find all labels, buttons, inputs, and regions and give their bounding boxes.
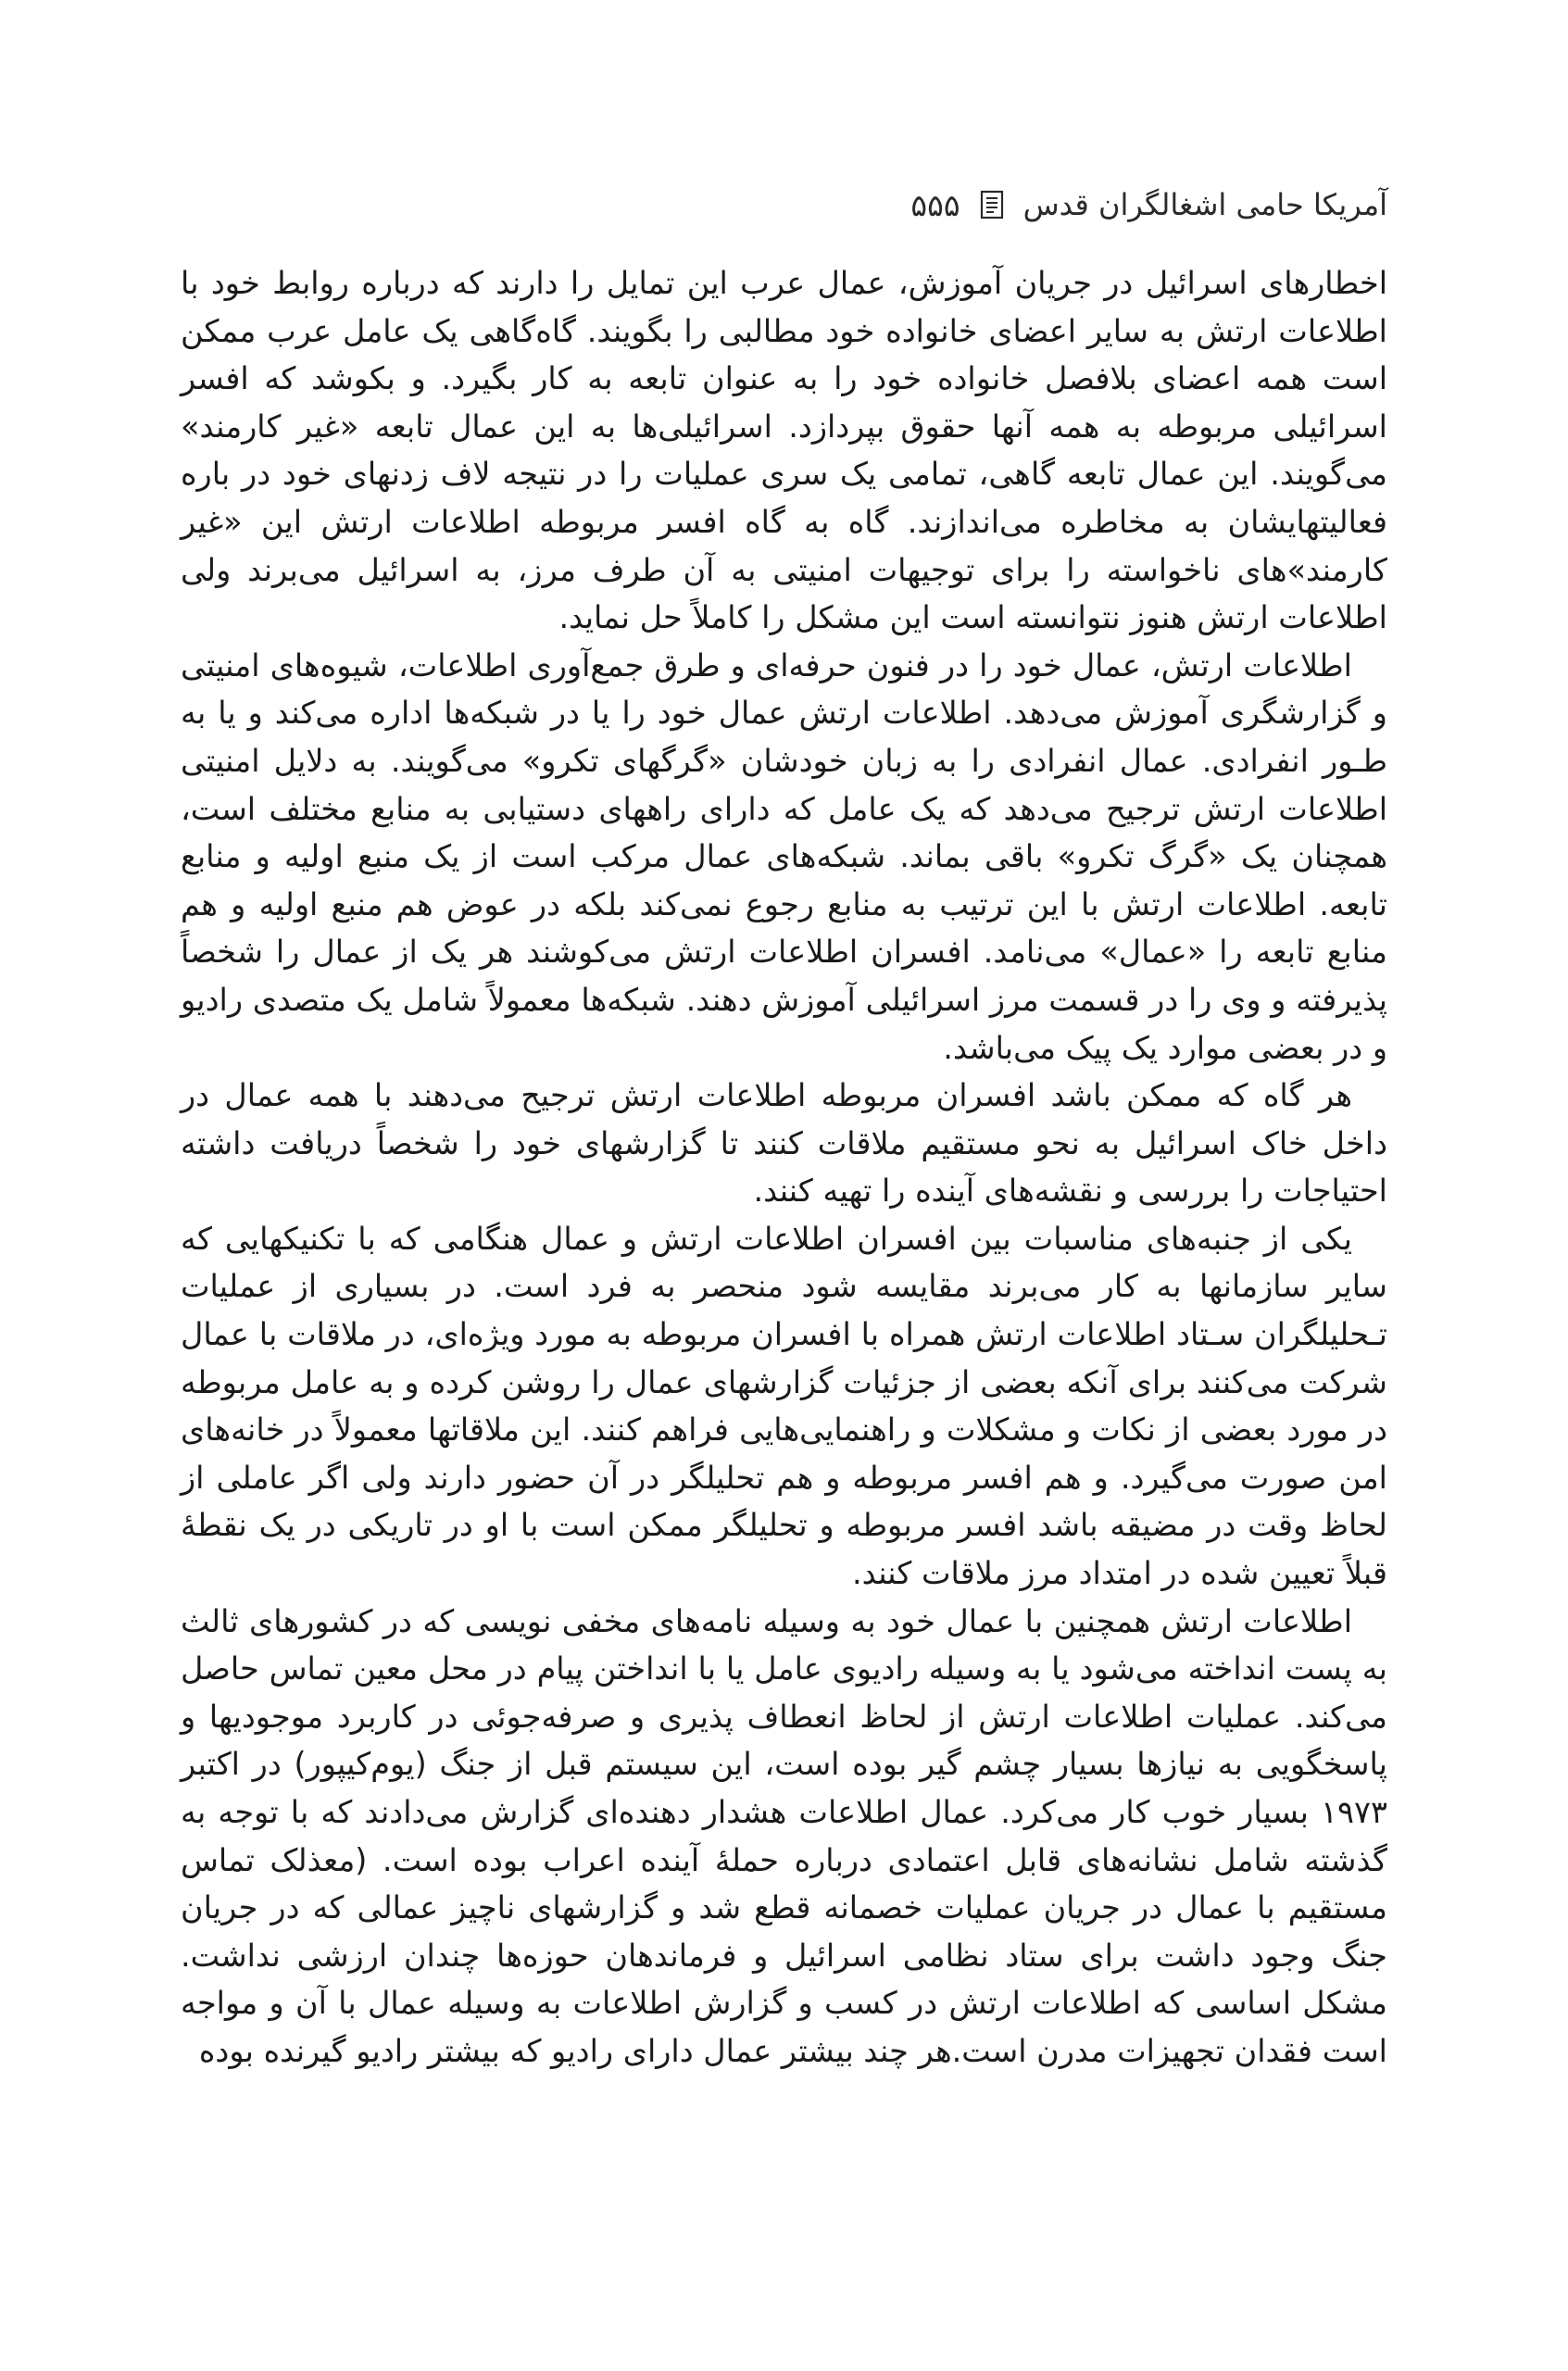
paragraph-4: یکی از جنبه‌های مناسبات بین افسران اطلاعات ارتش و عمال هنگامی که با تکنیکهایی که سایر سازمانها به کار می‌برند مقایسه شود منحصر به فرد است. در بسیاری از عملیات تـحلیلگران سـتاد اطلاعات ارتش همراه با افسران مربوطه به مورد ویژه‌ای، در ملاقات با عمال شرکت می‌کنند برای آنکه بعضی از جزئیات گزارشهای عمال را روشن کرده و به عامل مربوطه در مورد بعضی از نکات و مشکلات و راهنمایی‌هایی فراهم کنند. این ملاقاتها معمولاً در خانه‌های امن صورت می‌گیرد. و هم افسر مربوطه و هم تحلیلگر در آن حضور دارند ولی اگر عاملی از لحاظ وقت در مضیقه باشد افسر مربوطه و تحلیلگر ممکن است با او در تاریکی در یک نقطهٔ قبلاً تعیین شده در امتداد مرز ملاقات کنند. [181,1220,1387,1592]
running-header [181,182,1387,228]
page-number: ۵۵۵ [910,186,960,223]
body-text [181,259,1387,2076]
paragraph-1: اخطارهای اسرائیل در جریان آموزش، عمال عرب این تمایل را دارند که درباره روابط خود با اطلاعات ارتش به سایر اعضای خانواده خود مطالبی را بگویند. گاه‌گاهی یک عامل عرب ممکن است همه اعضای بلافصل خانواده خود را به عنوان تابعه به کار بگیرد. و بکوشد که افسر اسرائیلی مربوطه به همه آنها حقوق بپردازد. اسرائیلی‌ها به این عمال تابعه «غیر کارمند» می‌گویند. این عمال تابعه گاهی، تمامی یک سری عملیات را در نتیجه لاف زدنهای خود در باره فعالیتهایشان به مخاطره می‌اندازند. گاه به گاه افسر مربوطه اطلاعات ارتش این «غیر کارمند»های ناخواسته را برای توجیهات امنیتی به آن طرف مرز، به اسرائیل می‌برند ولی اطلاعات ارتش هنوز نتوانسته است این مشکل را کاملاً حل نماید. [181,265,1387,636]
paragraph-3: هر گاه که ممکن باشد افسران مربوطه اطلاعات ارتش ترجیح می‌دهند با همه عمال در داخل خاک اسرائیل به نحو مستقیم ملاقات کنند تا گزارشهای خود را شخصاً دریافت داشته احتیاجات را بررسی و نقشه‌های آینده را تهیه کنند. [181,1077,1387,1210]
paragraph-2: اطلاعات ارتش، عمال خود را در فنون حرفه‌ای و طرق جمع‌آوری اطلاعات، شیوه‌های امنیتی و گزارشگری آموزش می‌دهد. اطلاعات ارتش عمال خود را یا در شبکه‌ها اداره می‌کند و یا به طـور انفرادی. عمال انفرادی را به زبان خودشان «گرگهای تکرو» می‌گویند. به دلایل امنیتی اطلاعات ارتش ترجیح می‌دهد که یک عامل که دارای راههای دستیابی به منابع مختلف است، همچنان یک «گرگ تکرو» باقی بماند. شبکه‌های عمال مرکب است از یک منبع اولیه و منابع تابعه. اطلاعات ارتش با این ترتیب به منابع رجوع نمی‌کند بلکه در عوض هم منبع اولیه و هم منابع تابعه را «عمال» می‌نامد. افسران اطلاعات ارتش می‌کوشند هر یک از عمال را شخصاً پذیرفته و وی را در قسمت مرز اسرائیلی آموزش دهند. شبکه‌ها معمولاً شامل یک متصدی رادیو و در بعضی موارد یک پیک می‌باشد. [181,646,1387,1066]
running-title: آمریکا حامی اشغالگران قدس [1022,187,1387,222]
paragraph-5: اطلاعات ارتش همچنین با عمال خود به وسیله نامه‌های مخفی نویسی که در کشورهای ثالث به پست انداخته می‌شود یا به وسیله رادیوی عامل یا با انداختن پیام در محل معین تماس حاصل می‌کند. عملیات اطلاعات ارتش از لحاظ انعطاف پذیری و صرفه‌جوئی در کاربرد موجودیها و پاسخگویی به نیازها بسیار چشم گیر بوده است، این سیستم قبل از جنگ (یوم‌کیپور) در اکتبر ۱۹۷۳ بسیار خوب کار می‌کرد. عمال اطلاعات هشدار دهنده‌ای گزارش می‌دادند که با توجه به گذشته شامل نشانه‌های قابل اعتمادی درباره حملهٔ آینده اعراب بوده است. (معذلک تماس مستقیم با عمال در جریان عملیات خصمانه قطع شد و گزارشهای ناچیز عمالی که در جریان جنگ وجود داشت برای ستاد نظامی اسرائیل و فرماندهان حوزه‌ها چندان ارزشی نداشت. مشکل اساسی که اطلاعات ارتش در کسب و گزارش اطلاعات به وسیله عمال با آن و مواجه است فقدان تجهیزات مدرن است.هر چند بیشتر عمال دارای رادیو که بیشتر رادیو گیرنده بوده [181,1602,1387,2069]
book-icon [979,190,1005,220]
